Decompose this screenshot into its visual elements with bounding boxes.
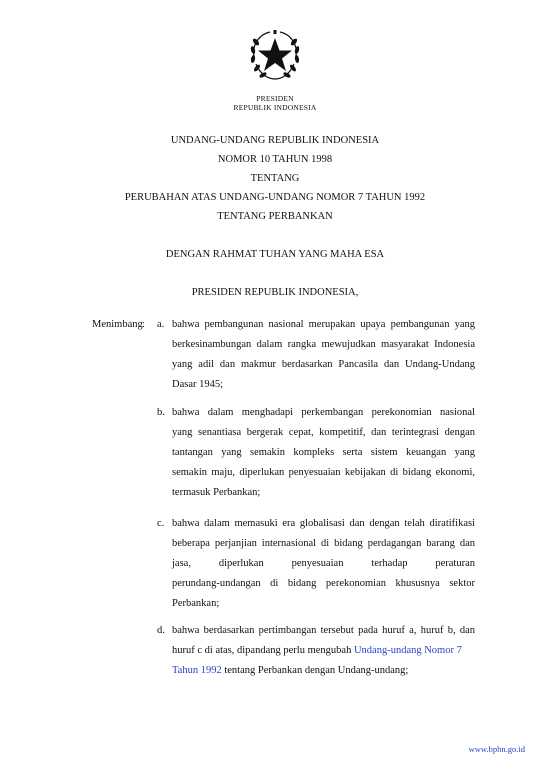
item-d-line-3 [172,664,475,677]
item-a-line-3: yang adil dan makmur berdasarkan Pancasila dan Undang-Undang [172,359,475,370]
item-d-line-1: bahwa berdasarkan pertimbangan tersebut pada huruf a, huruf b, dan [172,625,475,636]
title-line-1: UNDANG-UNDANG REPUBLIK INDONESIA [170,135,380,146]
item-b-letter: b. [157,407,165,418]
footer-url[interactable]: www.bphn.go.id [468,744,525,754]
item-d-letter: d. [157,625,165,636]
item-b-line-5: termasuk Perbankan; [172,487,261,498]
item-b-line-4: semakin maju, diperlukan penyesuaian kebijakan di bidang ekonomi, [172,467,475,478]
item-c-line-5: Perbankan; [172,598,220,609]
title-line-5: TENTANG PERBANKAN [217,211,333,222]
item-d-line-2-text: huruf c di atas, dipandang perlu mengubah [172,645,354,656]
item-c-line-4: perundang-undangan di bidang perekonomian khususnya sektor [172,578,475,589]
title-line-2: NOMOR 10 TAHUN 1998 [217,154,333,165]
item-a-line-2: berkesinambungan dalam rangka mewujudkan masyarakat Indonesia [172,339,475,350]
menimbang-colon: : [142,319,145,330]
item-a-letter: a. [157,319,165,330]
item-c-line-2: beberapa perjanjian internasional di bidang perdagangan barang dan [172,538,475,549]
item-a-line-4: Dasar 1945; [172,379,224,390]
header-presiden: PRESIDEN [256,94,294,103]
header-republik-indonesia: REPUBLIK INDONESIA [233,103,317,112]
title-line-4: PERUBAHAN ATAS UNDANG-UNDANG NOMOR 7 TAHUN 1992 [124,192,426,203]
rahmat-line: DENGAN RAHMAT TUHAN YANG MAHA ESA [165,249,385,260]
item-c-letter: c. [157,518,165,529]
item-c-line-1: bahwa dalam memasuki era globalisasi dan dengan telah diratifikasi [172,518,475,529]
item-b-line-2: yang senantiasa bergerak cepat, kompetitif, dan terintegrasi dengan [172,427,475,438]
item-c-line-3: jasa, diperlukan penyesuaian terhadap peraturan [172,558,475,569]
item-d-line-3-text: tentang Perbankan dengan Undang-undang; [221,665,409,676]
menimbang-label: Menimbang [92,319,143,330]
undang-undang-link[interactable]: Undang-undang Nomor 7 [353,645,462,656]
garuda-star-emblem-icon [246,26,304,84]
item-a-line-1: bahwa pembangunan nasional merupakan upaya pembangunan yang [172,319,475,330]
item-b-line-3: tantangan yang semakin kompleks serta sistem keuangan yang [172,447,475,458]
title-line-3: TENTANG [250,173,300,184]
item-d-line-2 [172,644,475,657]
presiden-line: PRESIDEN REPUBLIK INDONESIA, [191,287,359,298]
tahun-1992-link[interactable]: Tahun 1992 [172,665,222,676]
item-b-line-1: bahwa dalam menghadapi perkembangan perekonomian nasional [172,407,475,418]
